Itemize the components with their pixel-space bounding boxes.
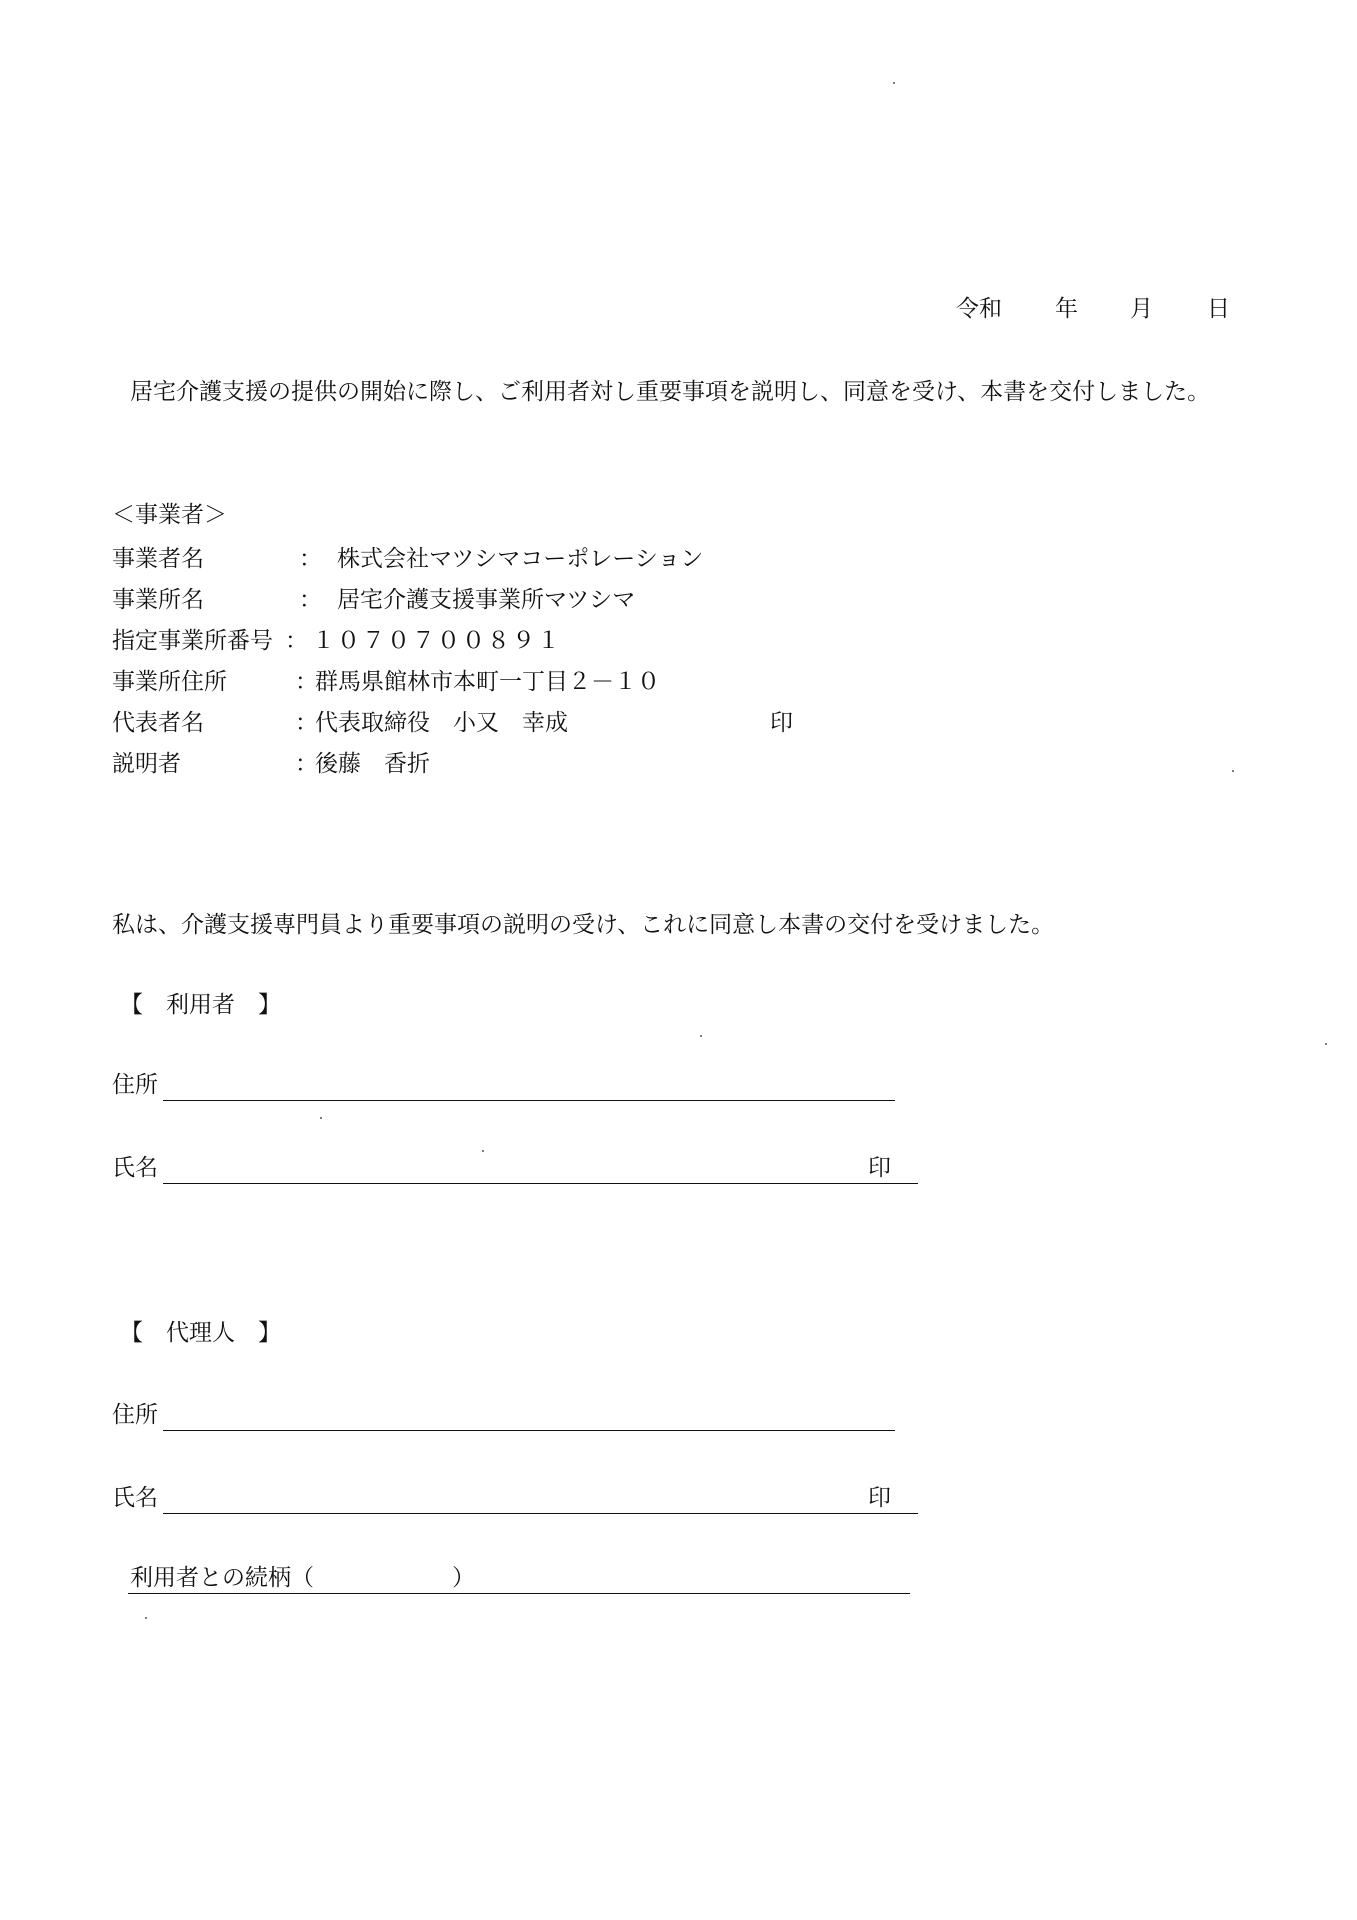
operator-heading: ＜事業者＞ (112, 502, 227, 528)
user-address-line[interactable] (163, 1100, 895, 1101)
date-line (0, 290, 1230, 324)
operator-colon: ： (285, 628, 308, 654)
operator-value: 株式会社マツシマコーポレーション (337, 546, 704, 572)
user-name-label: 氏名 (112, 1155, 158, 1181)
user-address-label: 住所 (112, 1072, 158, 1098)
operator-label: 事業所名 (112, 587, 204, 613)
operator-value: 群馬県館林市本町一丁目２－１０ (315, 669, 660, 695)
agent-address-line[interactable] (163, 1430, 895, 1431)
scan-speck (320, 1117, 322, 1119)
agent-name-label: 氏名 (112, 1485, 158, 1511)
scan-speck (1325, 1043, 1327, 1045)
agent-relation-close: ） (452, 1565, 475, 1591)
operator-label: 説明者 (112, 751, 181, 777)
operator-colon: ： (295, 710, 318, 736)
operator-row-address (112, 663, 812, 697)
agent-section-heading: 【 代理人 】 (120, 1320, 281, 1346)
operator-label: 代表者名 (112, 710, 204, 736)
operator-row-office (112, 581, 812, 615)
date-year: 年 (1055, 296, 1078, 322)
consent-statement: 私は、介護支援専門員より重要事項の説明の受け、これに同意し本書の交付を受けました。 (112, 912, 1055, 938)
scan-speck (482, 1150, 484, 1152)
agent-name-line[interactable] (163, 1513, 918, 1514)
intro-paragraph: 居宅介護支援の提供の開始に際し、ご利用者対し重要事項を説明し、同意を受け、本書を交付しました。 (130, 379, 1211, 405)
operator-row-number (112, 622, 812, 656)
scan-speck (1232, 770, 1234, 772)
operator-label: 事業所住所 (112, 669, 227, 695)
scan-speck (145, 1617, 147, 1619)
operator-label: 指定事業所番号 (112, 628, 273, 654)
operator-value: 代表取締役 小又 幸成 (315, 710, 568, 736)
agent-address-label: 住所 (112, 1402, 158, 1428)
date-era: 令和 (956, 296, 1002, 322)
agent-relation-blank[interactable] (330, 1593, 448, 1594)
agent-seal-mark: 印 (868, 1485, 891, 1511)
user-section-heading: 【 利用者 】 (120, 992, 281, 1018)
operator-colon: ： (295, 751, 318, 777)
user-seal-mark: 印 (868, 1155, 891, 1181)
date-month: 月 (1130, 296, 1153, 322)
scan-speck (893, 82, 895, 84)
operator-label: 事業者名 (112, 546, 204, 572)
agent-relation-line[interactable] (128, 1593, 910, 1594)
operator-value: 居宅介護支援事業所マツシマ (337, 587, 636, 613)
date-day: 日 (1207, 296, 1230, 322)
operator-row-company (112, 540, 812, 574)
operator-value: 後藤 香折 (315, 751, 430, 777)
operator-row-explainer (112, 745, 812, 779)
operator-row-representative (112, 704, 812, 738)
operator-colon: ： (295, 669, 318, 695)
user-name-line[interactable] (163, 1183, 918, 1184)
operator-colon: ： (299, 587, 322, 613)
operator-colon: ： (299, 546, 322, 572)
operator-value: １０７０７００８９１ (312, 628, 562, 654)
agent-relation-label: 利用者との続柄（ (130, 1565, 314, 1591)
scan-speck (700, 1035, 702, 1037)
operator-seal-mark: 印 (770, 710, 793, 736)
